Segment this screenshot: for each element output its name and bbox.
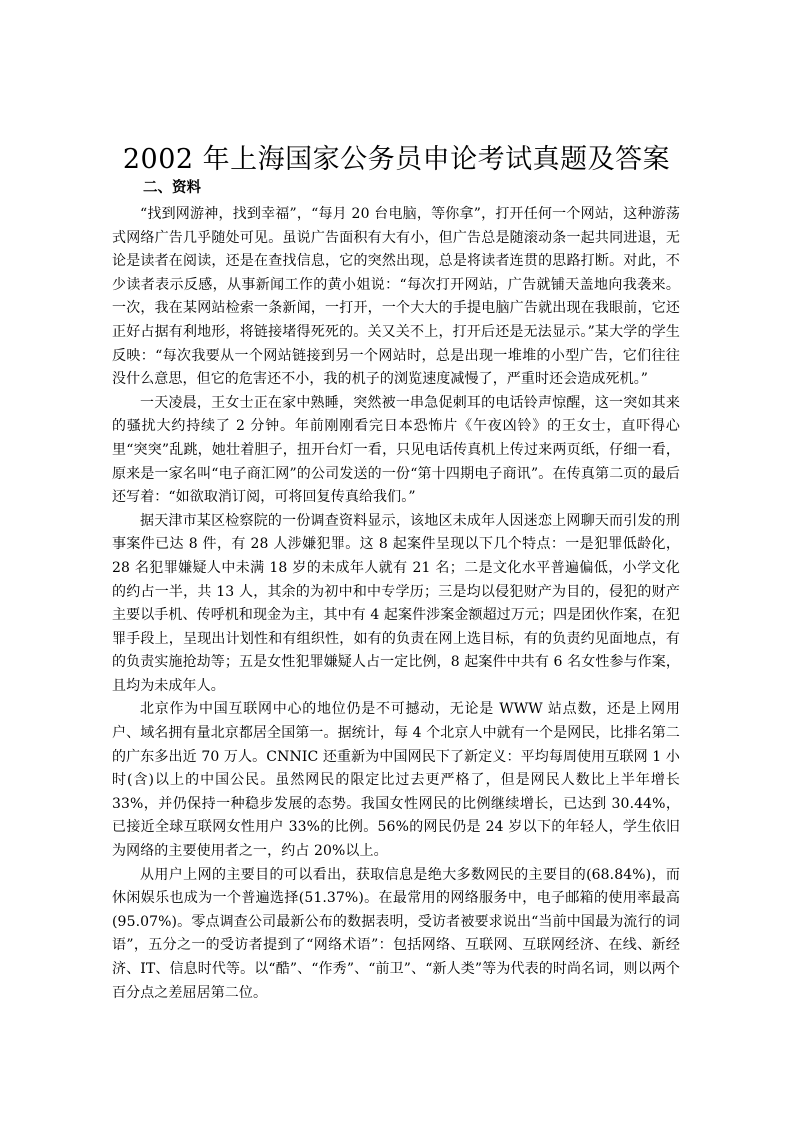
body-text — [112, 203, 680, 1005]
paragraph: “找到网游神，找到幸福”，“每月 20 台电脑，等你拿”，打开任何一个网站，这种游荡式网络广告几乎随处可见。虽说广告面积有大有小，但广告总是随滚动条一起共同进退，无论是读者在阅读，还是在查找信息，它的突然出现，总是将读者连贯的思路打断。对此，不少读者表示反感，从事新闻工作的黄小姐说：“每次打开网站，广告就铺天盖地向我袭来。一次，我在某网站检索一条新闻，一打开，一个大大的手提电脑广告就出现在我眼前，它还正好占据有利地形，将链接堵得死死的。关又关不上，打开后还是无法显示。”某大学的学生反映：“每次我要从一个网站链接到另一个网站时，总是出现一堆堆的小型广告，它们往往没什么意思，但它的危害还不小，我的机子的浏览速度减慢了，严重时还会造成死机。” — [112, 206, 680, 388]
paragraph: 据天津市某区检察院的一份调查资料显示，该地区未成年人因迷恋上网聊天而引发的刑事案件已达 8 件，有 28 人涉嫌犯罪。这 8 起案件呈现以下几个特点：一是犯罪低龄化，28 名犯罪嫌疑人中未满 18 岁的未成年人就有 21 名；二是文化水平普遍偏低，小学文化的约占一半，共 13 人，其余的为初中和中专学历；三是均以侵犯财产为目的，侵犯的财产主要以手机、传呼机和现金为主，其中有 4 起案件涉案金额超过万元；四是团伙作案，在犯罪手段上，呈现出计划性和有组织性，如有的负责在网上选目标，有的负责约见面地点，有的负责实施抢劫等；五是女性犯罪嫌疑人占一定比例，8 起案件中共有 6 名女性参与作案，且均为未成年人。 — [112, 512, 681, 694]
document-title: 2002 年上海国家公务员申论考试真题及答案 — [122, 144, 671, 175]
paragraph: 一天凌晨，王女士正在家中熟睡，突然被一串急促刺耳的电话铃声惊醒，这一突如其来的骚扰大约持续了 2 分钟。年前刚刚看完日本恐怖片《午夜凶铃》的王女士，直吓得心里“突突”乱跳，她壮着胆子，扭开台灯一看，只见电话传真机上传过来两页纸，仔细一看，原来是一家名叫“电子商汇网”的公司发送的一份“第十四期电子商讯”。在传真第二页的最后还写着：“如欲取消订阅，可将回复传真给我们。” — [112, 394, 680, 506]
section-heading: 二、资料 — [143, 180, 201, 196]
paragraph: 从用户上网的主要目的可以看出，获取信息是绝大多数网民的主要目的(68.84%)，而休闲娱乐也成为一个普遍选择(51.37%)。在最常用的网络服务中，电子邮箱的使用率最高(95.07%)。零点调查公司最新公布的数据表明，受访者被要求说出“当前中国最为流行的词语”，五分之一的受访者提到了“网络术语”：包括网络、互联网、互联网经济、在线、新经济、IT、信息时代等。以“酷”、“作秀”、“前卫”、“新人类”等为代表的时尚名词，则以两个百分点之差屈居第二位。 — [112, 866, 680, 1001]
paragraph: 北京作为中国互联网中心的地位仍是不可撼动，无论是 WWW 站点数，还是上网用户、域名拥有量北京都居全国第一。据统计，每 4 个北京人中就有一个是网民，比排名第二的广东多出近 70 万人。CNNIC 还重新为中国网民下了新定义：平均每周使用互联网 1 小时(含)以上的中国公民。虽然网民的限定比过去更严格了，但是网民人数比上半年增长 33%，并仍保持一种稳步发展的态势。我国女性网民的比例继续增长，已达到 30.44%，已接近全球互联网女性用户 33%的比例。56%的网民仍是 24 岁以下的年轻人，学生依旧为网络的主要使用者之一，约占 20%以上。 — [112, 701, 681, 860]
